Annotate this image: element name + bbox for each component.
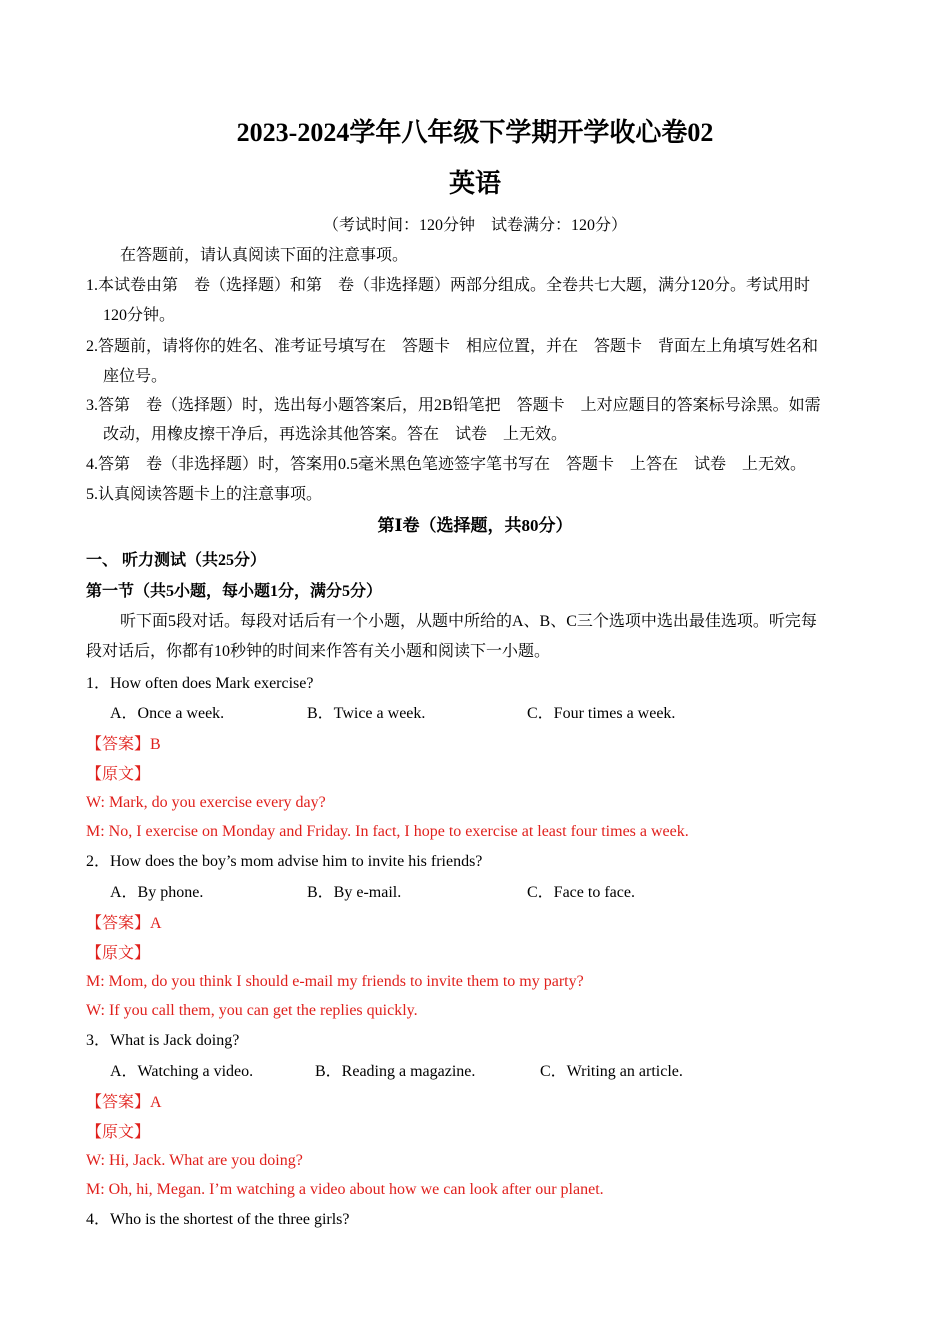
note-line: 4.答第 卷（非选择题）时，答案用0.5毫米黑色笔迹签字笔书写在 答题卡 上答在 试卷 上无效。 <box>86 456 807 473</box>
option-c: C．Writing an article. <box>540 1063 683 1080</box>
section1-heading: 一、 听力测试（共25分） <box>86 552 267 569</box>
subsection1-heading: 第一节（共5小题，每小题1分，满分5分） <box>86 583 383 600</box>
option-b: B．Twice a week. <box>307 705 426 722</box>
transcript-line: W: Mark, do you exercise every day? <box>86 794 326 811</box>
answer-line <box>86 914 162 934</box>
note-line: 5.认真阅读答题卡上的注意事项。 <box>86 486 323 503</box>
exam-info: （考试时间：120分钟 试卷满分：120分） <box>322 217 627 234</box>
transcript-line: M: Oh, hi, Megan. I’m watching a video about how we can look after our planet. <box>86 1181 604 1198</box>
instruction-line: 段对话后，你都有10秒钟的时间来作答有关小题和阅读下一小题。 <box>86 643 551 660</box>
doc-title: 2023-2024学年八年级下学期开学收心卷02 <box>236 118 714 147</box>
option-a: A．Once a week. <box>110 705 225 722</box>
note-line: 120分钟。 <box>103 307 176 324</box>
option-c: C．Four times a week. <box>527 705 676 722</box>
doc-subject: 英语 <box>448 169 501 198</box>
transcript-line: M: No, I exercise on Monday and Friday. In fact, I hope to exercise at least four times a week. <box>86 823 689 840</box>
instruction-line: 听下面5段对话。每段对话后有一个小题，从题中所给的A、B、C三个选项中选出最佳选项。听完每 <box>120 613 817 630</box>
notice-intro: 在答题前，请认真阅读下面的注意事项。 <box>120 247 409 264</box>
answer-line <box>86 735 161 755</box>
note-line: 改动，用橡皮擦干净后，再选涂其他答案。答在 试卷 上无效。 <box>103 426 568 443</box>
answer-value: A <box>150 915 162 932</box>
answer-value: B <box>150 736 161 753</box>
question-stem: 3．What is Jack doing? <box>86 1032 240 1049</box>
answer-label: 【答案】 <box>86 915 151 932</box>
question-stem: 1．How often does Mark exercise? <box>86 675 314 692</box>
transcript-line: M: Mom, do you think I should e-mail my friends to invite them to my party? <box>86 973 584 990</box>
note-line: 3.答第 卷（选择题）时，选出每小题答案后，用2B铅笔把 答题卡 上对应题目的答案标号涂黑。如需 <box>86 397 821 414</box>
transcript-line: W: Hi, Jack. What are you doing? <box>86 1152 303 1169</box>
note-line: 2.答题前，请将你的姓名、准考证号填写在 答题卡 相应位置，并在 答题卡 背面左上角填写姓名和 <box>86 338 819 355</box>
original-label: 【原文】 <box>86 766 151 783</box>
transcript-line: W: If you call them, you can get the replies quickly. <box>86 1002 418 1019</box>
option-a: A．By phone. <box>110 884 204 901</box>
part1-heading: 第Ⅰ卷（选择题，共80分） <box>377 516 573 535</box>
question-stem: 2．How does the boy’s mom advise him to invite his friends? <box>86 853 483 870</box>
option-a: A．Watching a video. <box>110 1063 254 1080</box>
original-label: 【原文】 <box>86 1124 151 1141</box>
answer-line <box>86 1093 162 1113</box>
original-label: 【原文】 <box>86 945 151 962</box>
option-c: C．Face to face. <box>527 884 635 901</box>
option-b: B．By e-mail. <box>307 884 402 901</box>
answer-value: A <box>150 1094 162 1111</box>
note-line: 1.本试卷由第 卷（选择题）和第 卷（非选择题）两部分组成。全卷共七大题，满分120分。考试用时 <box>86 277 811 294</box>
answer-label: 【答案】 <box>86 736 151 753</box>
note-line: 座位号。 <box>103 368 168 385</box>
answer-label: 【答案】 <box>86 1094 151 1111</box>
option-b: B．Reading a magazine. <box>315 1063 476 1080</box>
question-stem: 4．Who is the shortest of the three girls? <box>86 1211 350 1228</box>
